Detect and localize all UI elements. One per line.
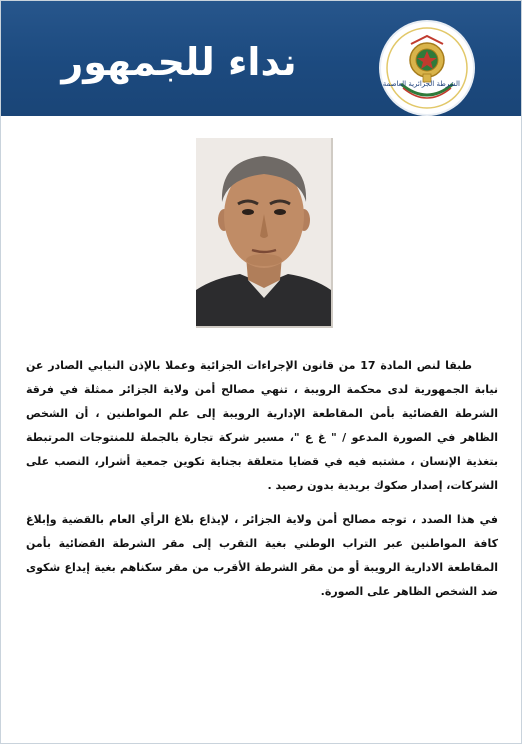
suspect-portrait-icon: [196, 138, 333, 328]
paragraph-1-text: طبقا لنص المادة 17 من قانون الإجراءات الجزائية وعملا بالإذن النيابي الصادر عن نيابة الجمهورية لدى محكمة الرويبة ، تنهي مصالح أمن ولاية الجزائر ممثلة في فرقة الشرطة القضائية بأمن المقاطعة الإدارية الرويبة إلى علم المواطنين ، أن الشخص الظاهر في الصورة المدعو / " غ ع "، مسير شركة تجارة بالجملة للمنتوجات المرتبطة بتغذية الإنسان ، مشتبه فيه في قضايا متعلقة بجناية تكوين جمعية أشرار، النصب على الشركات، إصدار صكوك بريدية بدون رصيد .: [26, 359, 498, 492]
paragraph-2-text: في هذا الصدد ، توجه مصالح أمن ولاية الجزائر ، لإيذاع بلاغ الرأي العام بالقضية وإبلاغ كافة المواطنين عبر التراب الوطني بغية التقرب إلى مقر الشرطة القضائية بأمن المقاطعة الادارية الرويبة أو من مقر الشرطة الأقرب من مقر سكناهم بغية إيداع شكوى ضد الشخص الظاهر على الصورة.: [26, 513, 498, 598]
paragraph-1: [26, 354, 498, 498]
announcement-body: [26, 354, 498, 604]
portrait-graphic: [196, 138, 331, 326]
emblem-caption: الشرطة الجزائرية العاصمة: [382, 80, 460, 88]
police-emblem-icon: [381, 22, 473, 114]
emblem-graphic: [381, 22, 473, 114]
paragraph-2: [26, 508, 498, 604]
page-title: نداء للجمهور: [61, 40, 297, 84]
